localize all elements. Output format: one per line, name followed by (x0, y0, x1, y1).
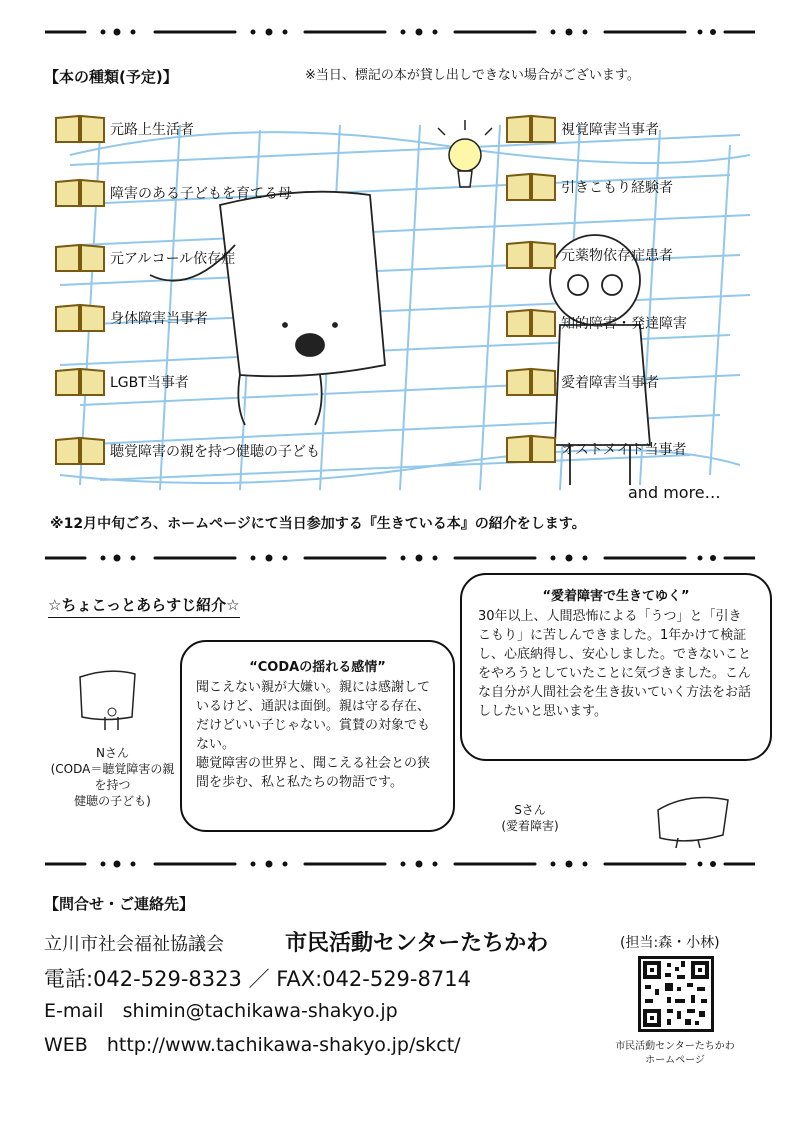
and-more-text: and more… (628, 483, 721, 502)
lightbulb-icon (438, 120, 492, 187)
coda-synopsis-body: 聞こえない親が大嫌い。親には感謝しているけど、通訳は面倒。親は守る存在、だけどいい子じゃない。賞賛の対象でもない。 聴覚障害の世界と、聞こえる社会との狭間を歩む、私と私たちの物語です。 (196, 680, 431, 790)
book-title: LGBT当事者 (110, 375, 189, 391)
book-title: 障害のある子どもを育てる母 (110, 186, 292, 202)
book-title: 元路上生活者 (110, 122, 194, 138)
divider-top (45, 26, 755, 38)
website-link[interactable]: WEB http://www.tachikawa-shakyo.jp/skct/ (44, 1034, 461, 1056)
book-icon (54, 303, 106, 333)
coda-book-character (70, 662, 150, 732)
attachment-speech-bubble (460, 573, 772, 761)
book-item (505, 308, 687, 338)
book-title: 愛着障害当事者 (561, 375, 659, 391)
book-icon (505, 114, 557, 144)
book-icon (54, 243, 106, 273)
person-label-s: Sさん (愛着障害) (501, 803, 559, 833)
attachment-book-character (648, 790, 738, 850)
book-item (505, 240, 673, 270)
book-title: 元アルコール依存症 (110, 251, 236, 267)
book-item (505, 172, 673, 202)
book-title: 元薬物依存症患者 (561, 248, 673, 264)
org-name-center: 市民活動センターたちかわ (285, 931, 549, 956)
book-title: 視覚障害当事者 (561, 122, 659, 138)
attachment-synopsis-body: 30年以上、人間恐怖による「うつ」と「引きこもり」に苦しんできました。1年かけて検証し、心底納得し、安心しました。できないことをやろうとしていたことに気づきました。こんな自分が人間社会を生き抜いていく方法をお話ししたいと思います。 (478, 609, 752, 719)
book-item (54, 243, 235, 273)
book-title: 身体障害当事者 (110, 311, 208, 327)
book-item (54, 367, 189, 397)
divider-middle (45, 552, 755, 564)
books-availability-note: ※当日、標記の本が貸し出しできない場合がございます。 (305, 68, 640, 83)
book-icon (54, 436, 106, 466)
book-item (54, 178, 292, 208)
org-name-council: 立川市社会福祉協議会 (44, 934, 224, 955)
attachment-synopsis-title: “愛着障害で生きてゆく” (542, 589, 690, 604)
divider-bottom (45, 858, 755, 870)
book-title: 知的障害・発達障害 (561, 316, 687, 332)
book-item (54, 114, 194, 144)
book-title: 引きこもり経験者 (561, 180, 673, 196)
book-icon (54, 367, 106, 397)
book-item (505, 434, 686, 464)
introduction-notice: ※12月中旬ごろ、ホームページにて当日参加する『生きている本』の紹介をします。 (50, 516, 586, 532)
coda-synopsis-title: “CODAの揺れる感情” (249, 660, 386, 675)
book-icon (505, 367, 557, 397)
coda-speech-bubble (180, 640, 455, 832)
book-icon (505, 434, 557, 464)
phone-fax: 電話:042-529-8323 ／ FAX:042-529-8714 (44, 967, 471, 991)
book-item (505, 114, 659, 144)
person-label-n: Nさん (CODA＝聴覚障害の親を持つ 健聴の子ども) (50, 746, 175, 808)
contact-persons: (担当:森・小林) (620, 935, 720, 951)
book-title: 聴覚障害の親を持つ健聴の子ども (110, 444, 320, 460)
book-item (54, 303, 208, 333)
book-icon (54, 178, 106, 208)
book-icon (505, 172, 557, 202)
book-title: オストメイト当事者 (561, 442, 687, 458)
qr-code[interactable] (638, 956, 714, 1032)
synopsis-heading: ☆ちょこっとあらすじ紹介☆ (48, 594, 240, 618)
book-icon (505, 240, 557, 270)
qr-caption: 市民活動センターたちかわ ホームページ (615, 1041, 735, 1066)
book-item (505, 367, 659, 397)
books-heading: 【本の種類(予定)】 (44, 68, 178, 86)
email-link[interactable]: E-mail shimin@tachikawa-shakyo.jp (44, 1000, 398, 1022)
book-icon (505, 308, 557, 338)
book-icon (54, 114, 106, 144)
contact-heading: 【問合せ・ご連絡先】 (44, 895, 195, 913)
book-item (54, 436, 320, 466)
